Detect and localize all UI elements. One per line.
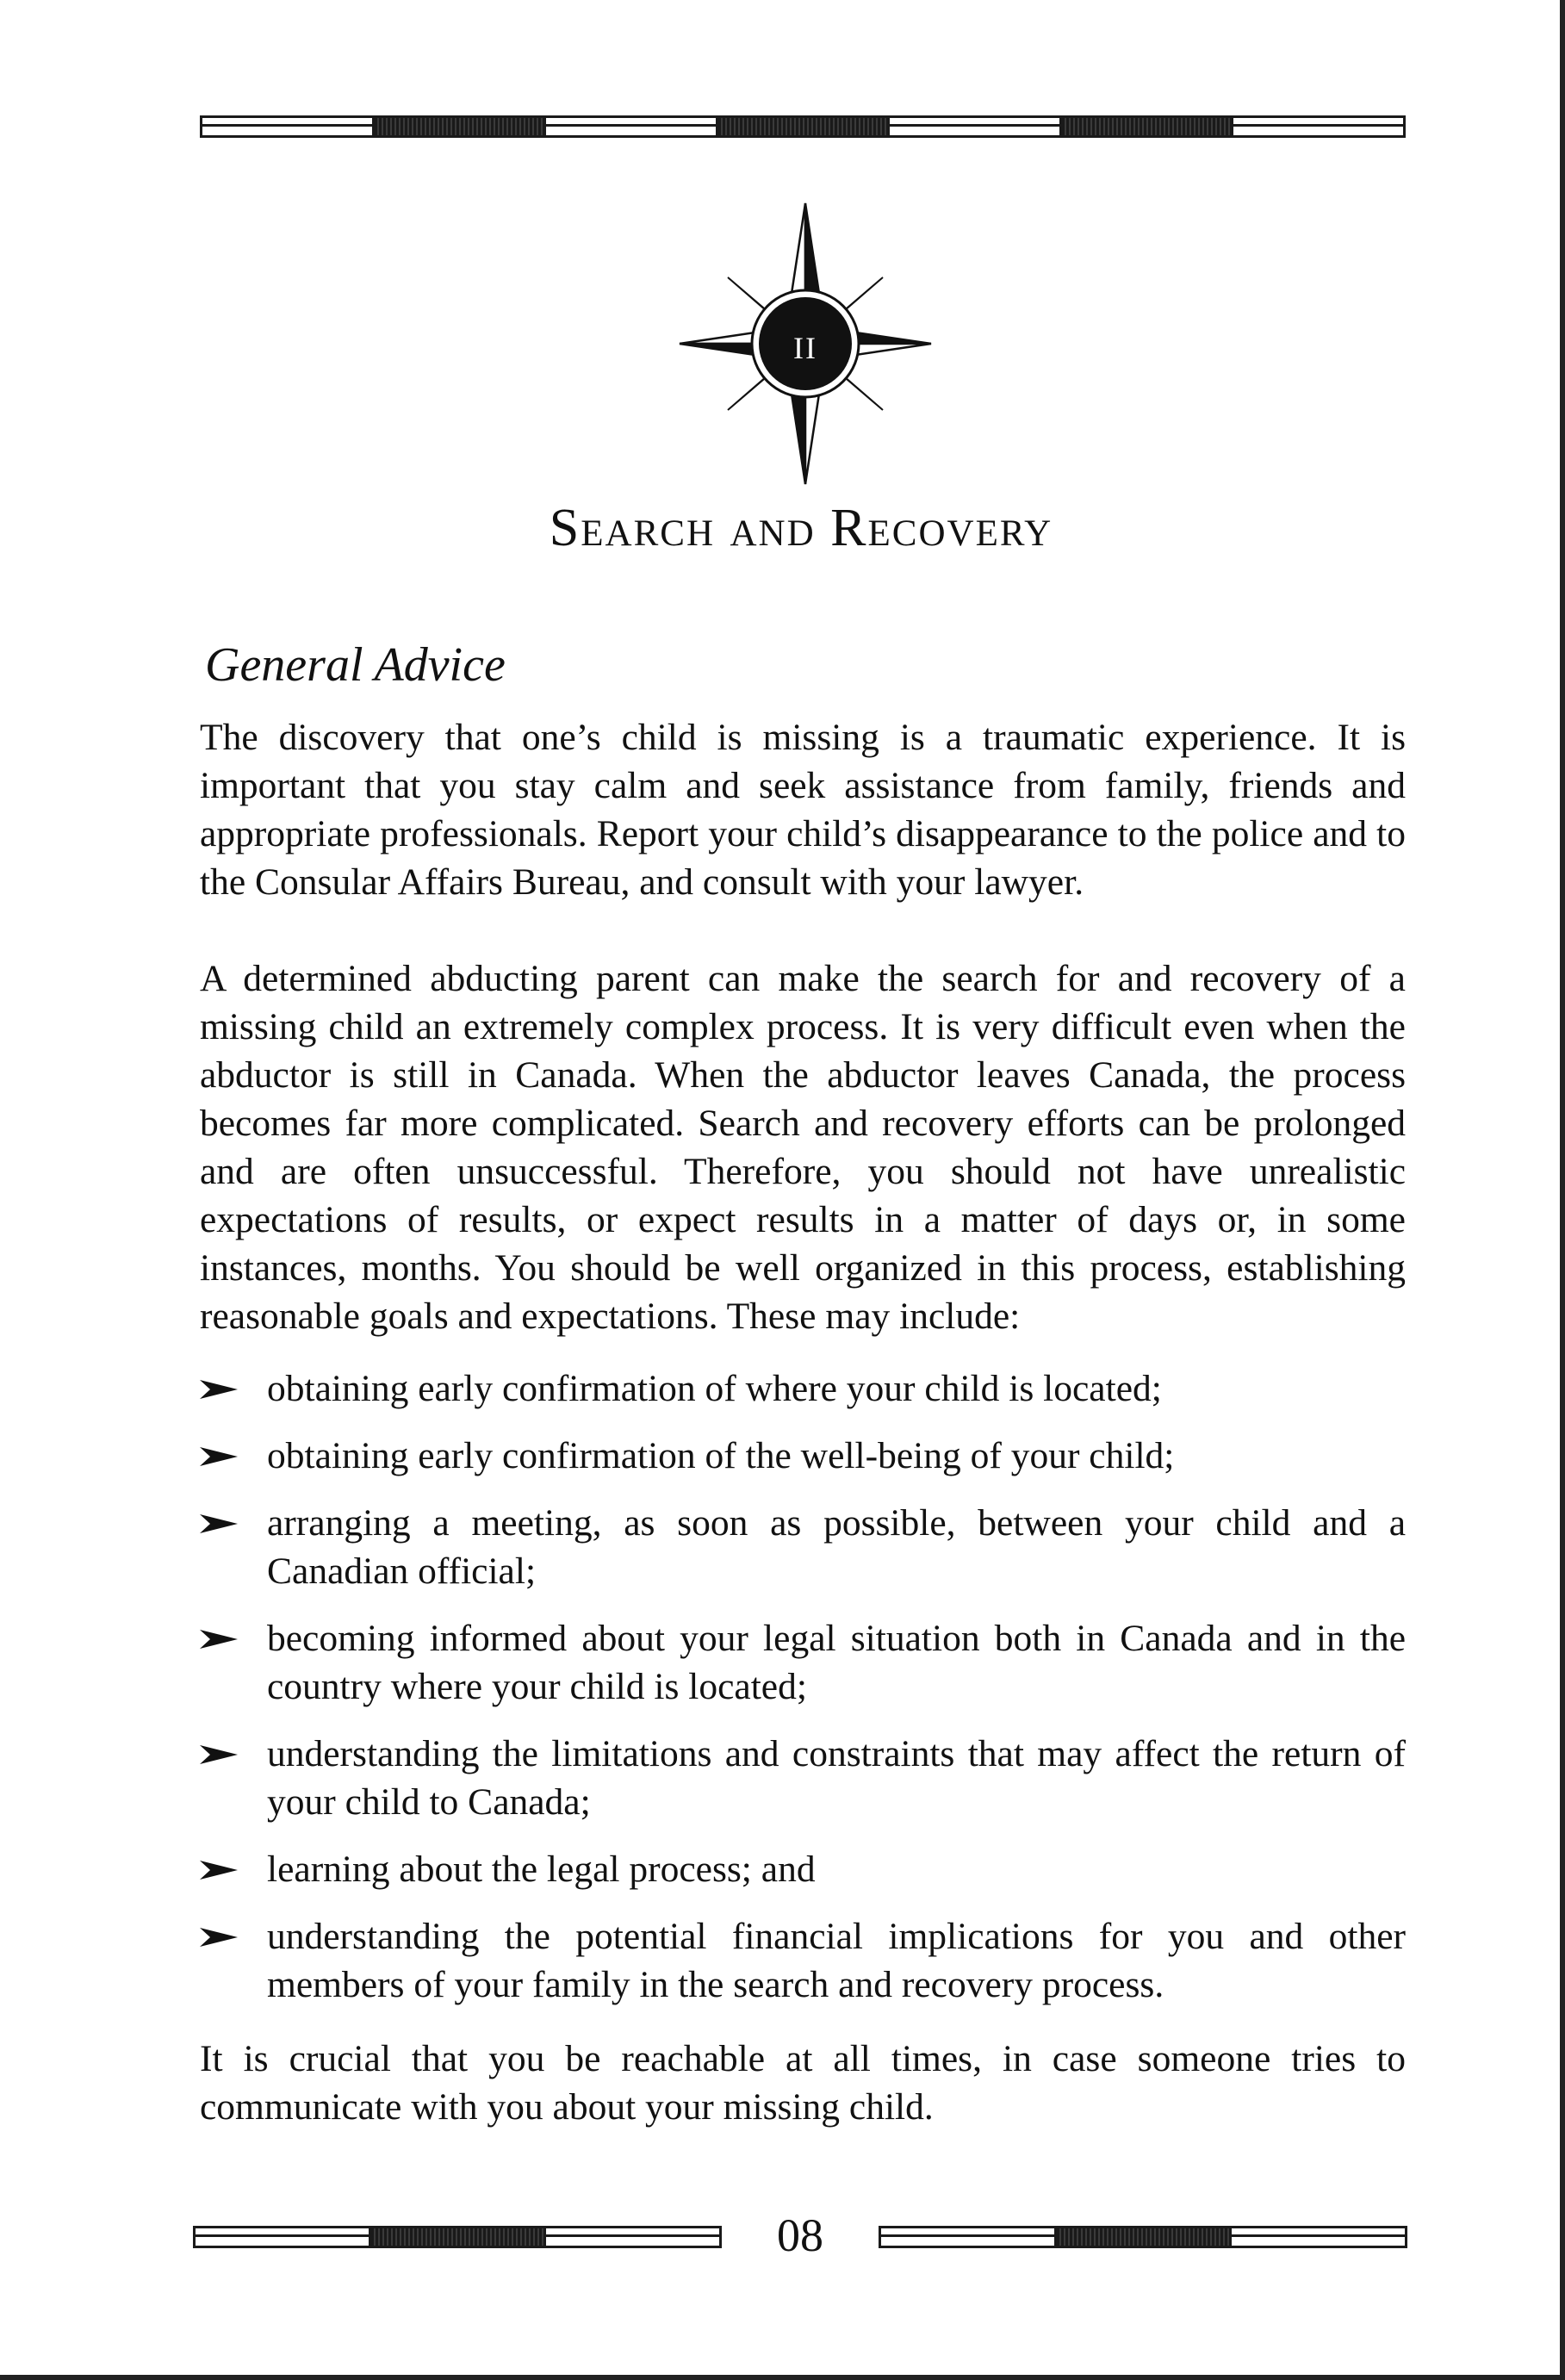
arrow-bullet-icon	[200, 1628, 238, 1650]
goals-list	[200, 1364, 1406, 2009]
paragraph-intro: The discovery that one’s child is missing is a traumatic experience. It is important that you stay calm and seek assistance from family, friends and appropriate professionals. Report your child’s disappearance to the police and to the Consular Affairs Bureau, and consult with your lawyer.	[200, 717, 1406, 903]
list-item-text: obtaining early confirmation of the well-being of your child;	[267, 1435, 1175, 1476]
section-heading: General Advice	[205, 638, 506, 692]
list-item	[200, 1614, 1406, 1711]
paragraph-abduction: A determined abducting parent can make the search for and recovery of a missing child an extremely complex process. It is very difficult even when the abductor is still in Canada. When the abductor leaves Canada, the process becomes far more complicated. Search and recovery efforts can be prolonged and are often unsuccessful. Therefore, you should not have unrealistic expectations of results, or expect results in a matter of days or, in some instances, months. You should be well organized in this process, establishing reasonable goals and expectations. These may include:	[200, 958, 1406, 1337]
list-item	[200, 1364, 1406, 1413]
paragraph-closing: It is crucial that you be reachable at all times, in case someone tries to communicate with you about your missing child.	[200, 2038, 1406, 2128]
top-decorative-rule	[200, 115, 1406, 138]
list-item	[200, 1499, 1406, 1595]
list-item-text: arranging a meeting, as soon as possible, between your child and a Canadian official;	[267, 1502, 1406, 1592]
list-item-text: becoming informed about your legal situation both in Canada and in the country where your child is located;	[267, 1618, 1406, 1707]
chapter-title: Search and Recovery	[549, 499, 1053, 557]
list-item-text: understanding the limitations and constraints that may affect the return of your child to Canada;	[267, 1733, 1406, 1823]
bottom-decorative-rule-left	[193, 2226, 722, 2248]
arrow-bullet-icon	[200, 1926, 238, 1948]
arrow-bullet-icon	[200, 1378, 238, 1401]
arrow-bullet-icon	[200, 1513, 238, 1535]
list-item	[200, 1730, 1406, 1826]
arrow-bullet-icon	[200, 1445, 238, 1468]
bottom-decorative-rule-right	[879, 2226, 1407, 2248]
page-number: 08	[777, 2209, 823, 2261]
list-item-text: obtaining early confirmation of where your child is located;	[267, 1368, 1162, 1409]
main-content	[200, 629, 1406, 2131]
list-item-text: learning about the legal process; and	[267, 1849, 816, 1890]
arrow-bullet-icon	[200, 1859, 238, 1881]
list-item	[200, 1432, 1406, 1480]
chapter-numeral: II	[793, 331, 817, 365]
list-item-text: understanding the potential financial implications for you and other members of your family in the search and recovery process.	[267, 1916, 1406, 2005]
arrow-bullet-icon	[200, 1743, 238, 1766]
list-item	[200, 1912, 1406, 2009]
list-item	[200, 1845, 1406, 1893]
